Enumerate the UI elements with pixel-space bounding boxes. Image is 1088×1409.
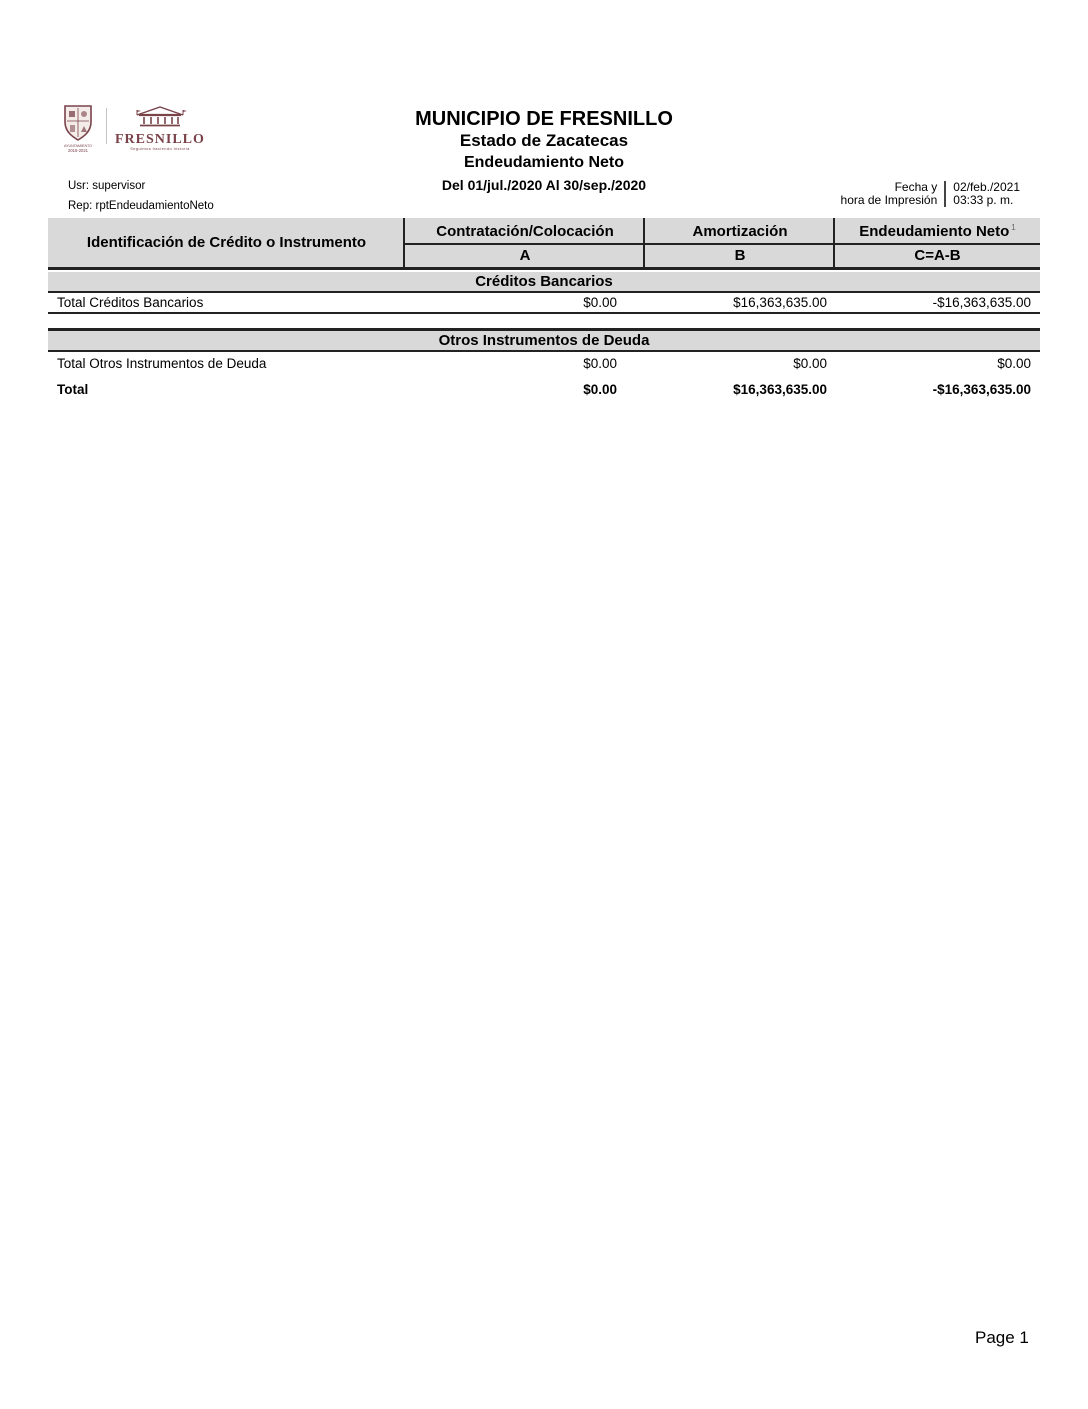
- column-sub-b: B: [734, 247, 746, 264]
- row-value-c: -$16,363,635.00: [932, 295, 1031, 310]
- row-value-c: -$16,363,635.00: [932, 381, 1031, 397]
- column-header-subs: [405, 245, 1040, 267]
- print-datetime-label: Fecha y hora de Impresión: [840, 180, 938, 207]
- column-header-identificacion: Identificación de Crédito o Instrumento: [86, 234, 367, 251]
- column-header-endeudamiento: Endeudamiento Neto $^1$: [859, 223, 1016, 240]
- footnote-mark: 1: [1011, 223, 1016, 232]
- print-datetime-divider: [944, 181, 946, 207]
- print-time: 03:33 p. m.: [953, 193, 1014, 207]
- user-report-block: [68, 176, 214, 216]
- page-title: MUNICIPIO DE FRESNILLO: [415, 108, 673, 130]
- row-label: Total Créditos Bancarios: [57, 295, 204, 310]
- row-value-b: $16,363,635.00: [733, 295, 827, 310]
- endeudamiento-neto-table: [48, 218, 1040, 399]
- column-sub-a: A: [519, 247, 531, 264]
- row-value-a: $0.00: [583, 355, 617, 371]
- print-datetime-values: [953, 181, 1020, 207]
- report-id-label: Rep: rptEndeudamientoNeto: [68, 200, 214, 212]
- row-value-b: $0.00: [793, 355, 827, 371]
- fresnillo-wordmark: FRESNILLO: [115, 132, 205, 147]
- row-label: Total: [57, 381, 89, 397]
- user-label: Usr: supervisor: [68, 180, 146, 192]
- page-number: Page 1: [975, 1328, 1029, 1347]
- column-header-amortizacion: Amortización: [692, 223, 788, 240]
- state-subtitle: Estado de Zacatecas: [459, 131, 629, 150]
- header-divider-1: [403, 218, 405, 267]
- print-datetime-block: [841, 181, 1020, 207]
- row-value-c: $0.00: [997, 355, 1031, 371]
- header-divider-3: [833, 218, 835, 267]
- column-sub-c: C=A-B: [914, 247, 961, 264]
- row-label: Total Otros Instrumentos de Deuda: [57, 355, 267, 371]
- column-header-titles: [405, 218, 1040, 245]
- crest-caption-line1: AYUNTAMIENTO: [64, 144, 92, 148]
- row-value-b: $16,363,635.00: [733, 381, 827, 397]
- table-row-total-otros-instrumentos: [48, 355, 1040, 371]
- report-name: Endeudamiento Neto: [463, 154, 624, 171]
- table-row-total-creditos-bancarios: [48, 293, 1040, 314]
- crest-caption-line2: 2018-2021: [67, 148, 89, 153]
- fresnillo-tagline: Seguimos haciendo historia: [130, 146, 190, 151]
- section-header-otros-instrumentos: Otros Instrumentos de Deuda: [48, 328, 1040, 352]
- column-headers-values: [405, 218, 1040, 267]
- table-header-row: [48, 218, 1040, 270]
- print-date: 02/feb./2021: [953, 180, 1020, 194]
- report-period: Del 01/jul./2020 Al 30/sep./2020: [441, 177, 647, 193]
- section-header-creditos-bancarios: Créditos Bancarios: [48, 272, 1040, 293]
- row-value-a: $0.00: [583, 295, 617, 310]
- header-divider-2: [643, 218, 645, 267]
- row-value-a: $0.00: [583, 381, 617, 397]
- column-header-contratacion: Contratación/Colocación: [436, 223, 614, 240]
- table-row-grand-total: [48, 379, 1040, 399]
